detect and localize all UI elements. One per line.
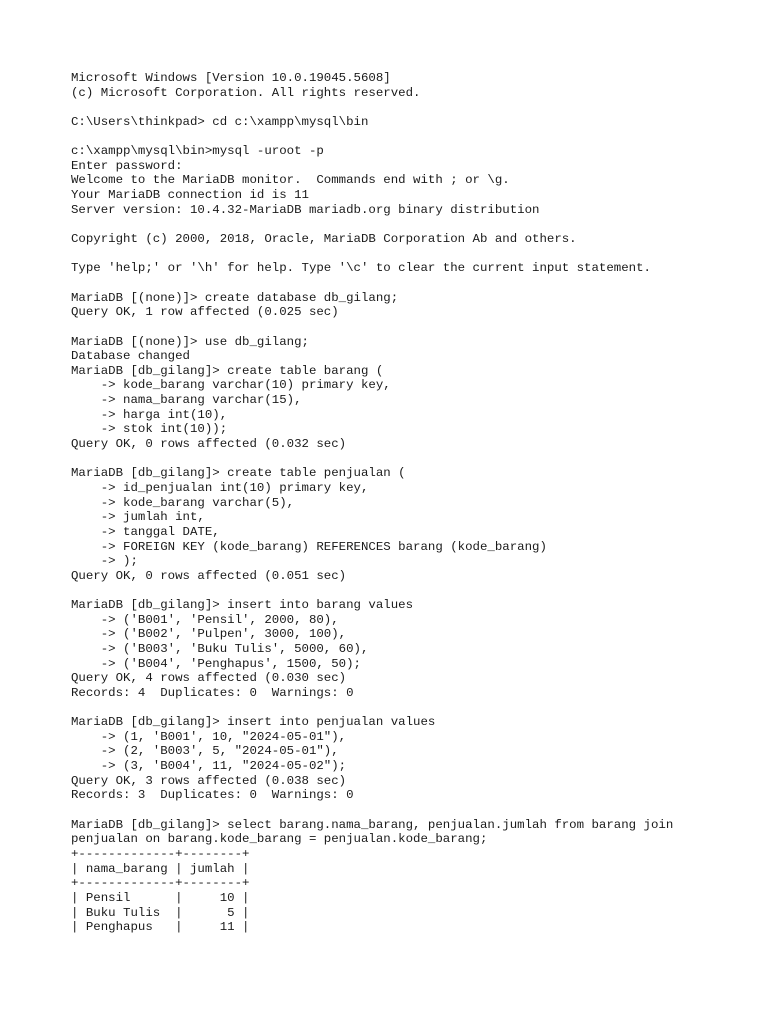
console-line: -> (3, 'B004', 11, "2024-05-02"); xyxy=(71,759,347,774)
console-line: MariaDB [db_gilang]> insert into penjualan values xyxy=(71,715,436,730)
console-line: | Penghapus | 11 | xyxy=(71,920,250,935)
console-line: MariaDB [(none)]> create database db_gilang; xyxy=(71,290,399,305)
console-line: MariaDB [db_gilang]> create table barang ( xyxy=(71,363,384,378)
console-line xyxy=(71,803,761,818)
console-line: -> jumlah int, xyxy=(71,510,205,525)
console-line: Database changed xyxy=(71,349,190,364)
console-line: +-------------+--------+ xyxy=(71,876,250,891)
console-line: -> kode_barang varchar(10) primary key, xyxy=(71,378,391,393)
console-line: Query OK, 0 rows affected (0.051 sec) xyxy=(71,568,347,583)
console-line: +-------------+--------+ xyxy=(71,846,250,861)
console-line: Your MariaDB connection id is 11 xyxy=(71,188,309,203)
console-line xyxy=(71,452,761,467)
console-line: -> kode_barang varchar(5), xyxy=(71,495,295,510)
console-line xyxy=(71,130,761,145)
terminal-output xyxy=(71,71,761,935)
console-line: -> (2, 'B003', 5, "2024-05-01"), xyxy=(71,744,339,759)
console-line: MariaDB [db_gilang]> create table penjualan ( xyxy=(71,466,406,481)
console-line xyxy=(71,247,761,262)
console-line: Type 'help;' or '\h' for help. Type '\c' to clear the current input statement. xyxy=(71,261,651,276)
console-line: -> id_penjualan int(10) primary key, xyxy=(71,480,369,495)
console-line: Query OK, 4 rows affected (0.030 sec) xyxy=(71,671,347,686)
console-line: -> harga int(10), xyxy=(71,407,228,422)
console-line: Records: 4 Duplicates: 0 Warnings: 0 xyxy=(71,685,354,700)
console-line: Welcome to the MariaDB monitor. Commands end with ; or \g. xyxy=(71,173,510,188)
console-line: -> stok int(10)); xyxy=(71,422,228,437)
console-line: (c) Microsoft Corporation. All rights reserved. xyxy=(71,85,421,100)
console-line: MariaDB [db_gilang]> select barang.nama_barang, penjualan.jumlah from barang join xyxy=(71,817,674,832)
console-line: -> (1, 'B001', 10, "2024-05-01"), xyxy=(71,729,347,744)
console-line: | nama_barang | jumlah | xyxy=(71,861,250,876)
console-line: C:\Users\thinkpad> cd c:\xampp\mysql\bin xyxy=(71,114,369,129)
console-line: -> ('B004', 'Penghapus', 1500, 50); xyxy=(71,656,361,671)
console-line: -> ('B002', 'Pulpen', 3000, 100), xyxy=(71,627,347,642)
console-line: Server version: 10.4.32-MariaDB mariadb.org binary distribution xyxy=(71,202,540,217)
console-line: -> tanggal DATE, xyxy=(71,524,220,539)
console-line: -> ); xyxy=(71,554,138,569)
console-line: | Buku Tulis | 5 | xyxy=(71,905,250,920)
console-line: | Pensil | 10 | xyxy=(71,890,250,905)
console-line: MariaDB [(none)]> use db_gilang; xyxy=(71,334,309,349)
console-line: Query OK, 3 rows affected (0.038 sec) xyxy=(71,773,347,788)
console-line xyxy=(71,583,761,598)
console-line: -> ('B003', 'Buku Tulis', 5000, 60), xyxy=(71,641,369,656)
console-line: Copyright (c) 2000, 2018, Oracle, MariaDB Corporation Ab and others. xyxy=(71,232,577,247)
console-line xyxy=(71,701,761,716)
console-line: Microsoft Windows [Version 10.0.19045.5608] xyxy=(71,71,391,85)
console-line: -> ('B001', 'Pensil', 2000, 80), xyxy=(71,612,339,627)
console-line: -> FOREIGN KEY (kode_barang) REFERENCES barang (kode_barang) xyxy=(71,539,547,554)
console-line xyxy=(71,276,761,291)
console-line: MariaDB [db_gilang]> insert into barang values xyxy=(71,598,414,613)
console-line: penjualan on barang.kode_barang = penjualan.kode_barang; xyxy=(71,832,488,847)
console-line xyxy=(71,217,761,232)
console-line: Query OK, 1 row affected (0.025 sec) xyxy=(71,305,339,320)
console-line: -> nama_barang varchar(15), xyxy=(71,393,302,408)
console-line xyxy=(71,320,761,335)
console-line: Query OK, 0 rows affected (0.032 sec) xyxy=(71,437,347,452)
console-line: Enter password: xyxy=(71,158,183,173)
console-line xyxy=(71,100,761,115)
console-line: c:\xampp\mysql\bin>mysql -uroot -p xyxy=(71,144,324,159)
console-line: Records: 3 Duplicates: 0 Warnings: 0 xyxy=(71,788,354,803)
